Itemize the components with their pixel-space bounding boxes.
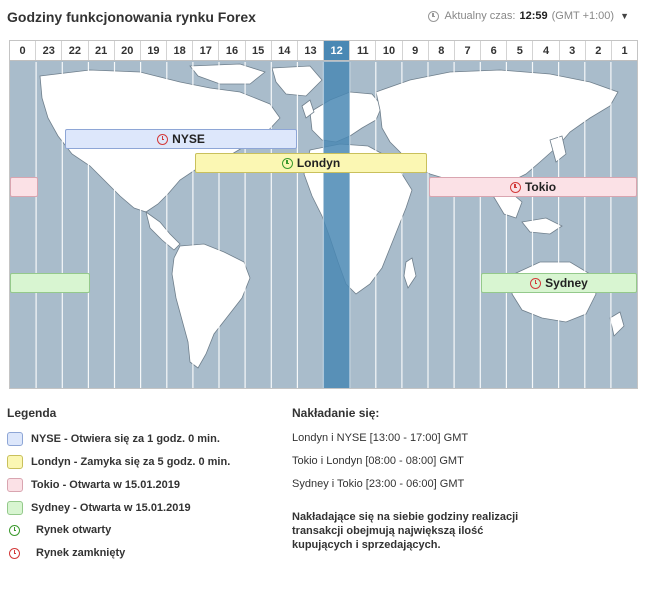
clock-closed-icon (530, 278, 541, 289)
legend-text-london: Londyn - Zamyka się za 5 godz. 0 min. (31, 456, 231, 468)
overlap-note: Nakładające się na siebie godziny realizacji transakcji obejmują największą ilość kupujących i sprzedających. (292, 511, 519, 551)
session-bar-london[interactable] (195, 153, 427, 173)
timezone-label: (GMT +1:00) (551, 10, 615, 22)
hour-cell-11: 11 (350, 41, 376, 60)
session-label-nyse: NYSE (172, 132, 205, 146)
hour-cell-9: 9 (403, 41, 429, 60)
session-bar-sydney[interactable] (481, 273, 637, 293)
hour-cell-3: 3 (560, 41, 586, 60)
clock-closed-icon (510, 182, 521, 193)
hour-cell-16: 16 (219, 41, 245, 60)
hour-cell-5: 5 (507, 41, 533, 60)
legend-text-market-closed: Rynek zamknięty (36, 547, 126, 559)
session-label-sydney: Sydney (545, 276, 588, 290)
overlap-item: Tokio i Londyn [08:00 - 08:00] GMT (292, 455, 464, 467)
hour-cell-1: 1 (621, 45, 628, 57)
current-time-value: 12:59 (519, 10, 548, 22)
hour-cell-22: 22 (62, 41, 88, 60)
legend-item-tokyo (7, 478, 180, 492)
legend-item-market-open (9, 524, 111, 536)
clock-closed-icon (157, 134, 168, 145)
page-title: Godziny funkcjonowania rynku Forex (7, 9, 256, 25)
hour-cell-10: 10 (376, 41, 402, 60)
hour-cell-0: 0 (10, 41, 36, 60)
session-label-london: Londyn (296, 156, 341, 170)
hour-cell-14: 14 (272, 41, 298, 60)
session-label-tokyo: Tokio (524, 180, 557, 194)
world-map (10, 62, 637, 388)
hour-cell-20: 20 (115, 41, 141, 60)
clock-open-icon (282, 158, 293, 169)
legend-item-market-closed (9, 547, 125, 559)
legend-swatch-london (7, 455, 23, 469)
session-bar-sydney-left[interactable] (10, 273, 90, 293)
legend-item-sydney (7, 501, 191, 515)
legend-swatch-tokyo (7, 478, 23, 492)
clock-icon (428, 11, 439, 22)
header (0, 0, 653, 36)
current-time-label: Aktualny czas: (444, 10, 516, 22)
forex-hours-map (9, 40, 638, 389)
hour-cell-23: 23 (36, 41, 62, 60)
legend-title: Legenda (7, 406, 57, 420)
hour-cell-2: 2 (586, 41, 612, 60)
overlap-item: Londyn i NYSE [13:00 - 17:00] GMT (292, 432, 469, 444)
session-bar-nyse[interactable] (65, 129, 297, 149)
legend-item-nyse (7, 432, 220, 446)
hour-cell-17: 17 (193, 41, 219, 60)
legend-text-tokyo: Tokio - Otwarta w 15.01.2019 (31, 479, 180, 491)
legend-swatch-sydney (7, 501, 23, 515)
hour-cell-12: 12 (324, 41, 350, 60)
hour-cell-7: 7 (455, 41, 481, 60)
legend-item-london (7, 455, 230, 469)
hour-cell-4: 4 (533, 41, 559, 60)
legend-swatch-nyse (7, 432, 23, 446)
overlap-title: Nakładanie się: (292, 406, 380, 420)
hour-cell-19: 19 (141, 41, 167, 60)
current-time-selector[interactable] (428, 10, 629, 22)
clock-closed-icon (9, 548, 20, 559)
session-bar-tokyo[interactable] (429, 177, 637, 197)
hour-cell-8: 8 (429, 41, 455, 60)
hour-cell-21: 21 (89, 41, 115, 60)
current-hour-band (324, 62, 350, 388)
world-map-area (10, 62, 637, 388)
hour-cell-15: 15 (246, 41, 272, 60)
legend-text-market-open: Rynek otwarty (36, 524, 112, 536)
hour-cell-18: 18 (167, 41, 193, 60)
legend-text-sydney: Sydney - Otwarta w 15.01.2019 (31, 502, 191, 514)
hour-header-row (10, 41, 637, 61)
hour-cell-6: 6 (481, 41, 507, 60)
legend-text-nyse: NYSE - Otwiera się za 1 godz. 0 min. (31, 433, 220, 445)
hour-cell-13: 13 (298, 41, 324, 60)
clock-open-icon (9, 525, 20, 536)
overlap-item: Sydney i Tokio [23:00 - 06:00] GMT (292, 478, 465, 490)
session-bar-tokyo-left[interactable] (10, 177, 38, 197)
chevron-down-icon[interactable]: ▼ (620, 11, 629, 21)
